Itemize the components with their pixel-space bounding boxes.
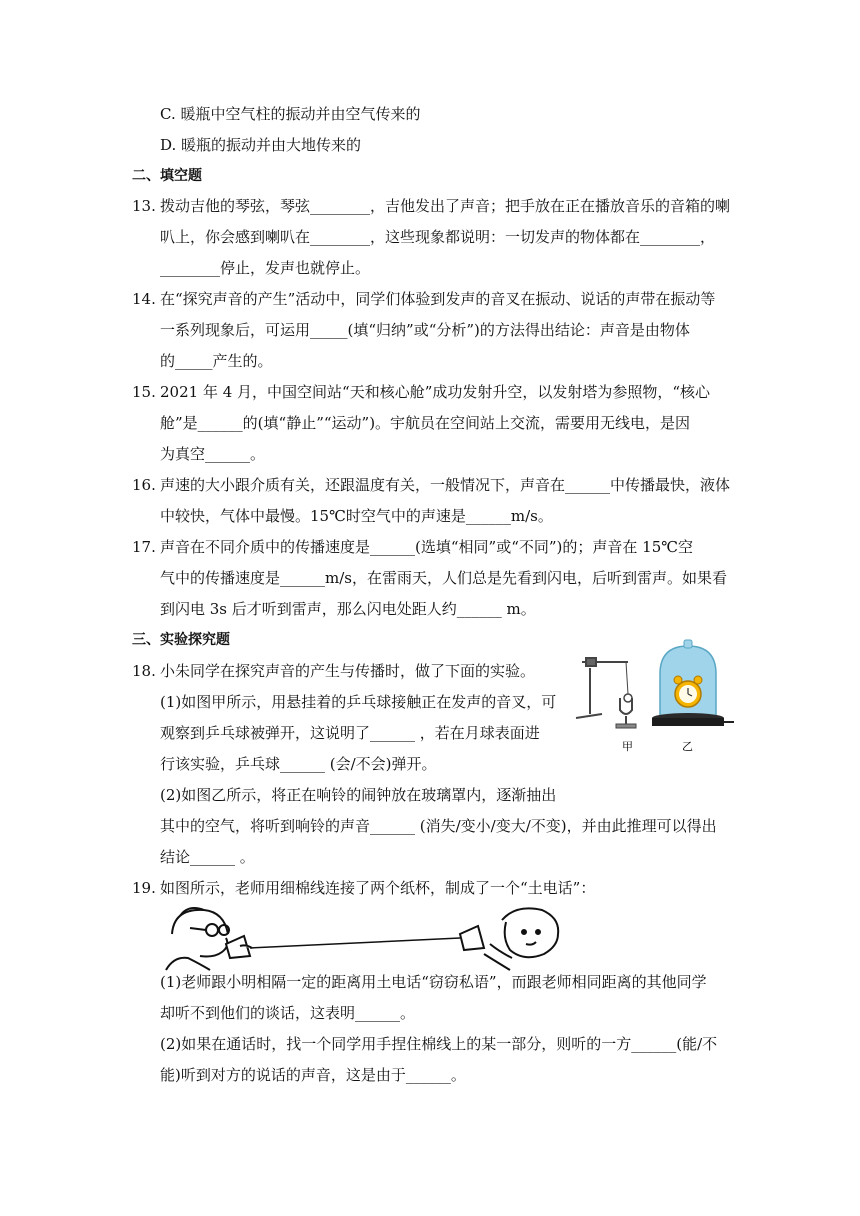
teacher-figure xyxy=(166,908,229,970)
right-paper-cup xyxy=(460,926,484,950)
question-13-line-2: 叭上，你会感到喇叭在________，这些现象都说明：一切发声的物体都在________， xyxy=(160,228,716,246)
question-18-number: 18. xyxy=(132,662,156,680)
sound-experiment-figure xyxy=(568,638,738,758)
question-13-line-3: ________停止，发声也就停止。 xyxy=(160,259,371,277)
question-18-line-6: 其中的空气，将听到响铃的声音______ (消失/变小/变大/不变)，并由此推理可以得出 xyxy=(160,817,717,835)
question-16-number: 16. xyxy=(132,476,156,494)
question-17-line-2: 气中的传播速度是______m/s，在雷雨天，人们总是先看到闪电，后听到雷声。如果看 xyxy=(160,569,727,587)
question-15-line-1: 2021 年 4 月，中国空间站“天和核心舱”成功发射升空，以发射塔为参照物，“核心 xyxy=(160,383,711,401)
question-18-line-1: 小朱同学在探究声音的产生与传播时，做了下面的实验。 xyxy=(160,662,536,680)
question-19-number: 19. xyxy=(132,879,156,897)
question-16-line-2: 中较快，气体中最慢。15℃时空气中的声速是______m/s。 xyxy=(160,507,553,525)
left-paper-cup xyxy=(226,936,252,958)
question-13-line-1: 拨动吉他的琴弦，琴弦________，吉他发出了声音；把手放在正在播放音乐的音箱的喇 xyxy=(160,197,731,215)
section-experiment-heading: 三、实验探究题 xyxy=(132,632,230,648)
question-19-line-5: 能)听到对方的说话的声音，这是由于______。 xyxy=(160,1066,466,1084)
question-17-line-1: 声音在不同介质中的传播速度是______(选填“相同”或“不同”)的；声音在 15℃空 xyxy=(160,538,694,556)
question-19-line-2: (1)老师跟小明相隔一定的距离用土电话“窃窃私语”，而跟老师相同距离的其他同学 xyxy=(160,973,707,991)
question-14-line-2: 一系列现象后，可运用_____(填“归纳”或“分析”)的方法得出结论：声音是由物体 xyxy=(160,321,690,339)
bell-jar-apparatus xyxy=(652,640,734,726)
question-18-line-7: 结论______ 。 xyxy=(160,848,255,866)
question-19-line-4: (2)如果在通话时，找一个同学用手捏住棉线上的某一部分，则听的一方______(能/不 xyxy=(160,1035,718,1053)
question-14-line-3: 的_____产生的。 xyxy=(160,352,273,370)
question-14-number: 14. xyxy=(132,290,156,308)
question-14-line-1: 在“探究声音的产生”活动中，同学们体验到发声的音叉在振动、说话的声带在振动等 xyxy=(160,290,716,308)
question-18-line-4: 行该实验，乒乓球______ (会/不会)弹开。 xyxy=(160,755,437,773)
figure-caption-left: 甲 xyxy=(622,741,633,753)
question-13-number: 13. xyxy=(132,197,156,215)
student-figure xyxy=(484,908,558,970)
question-19-line-1: 如图所示，老师用细棉线连接了两个纸杯，制成了一个“土电话”： xyxy=(160,879,596,897)
question-18-line-5: (2)如图乙所示，将正在响铃的闹钟放在玻璃罩内，逐渐抽出 xyxy=(160,786,557,804)
question-18-line-2: (1)如图甲所示，用悬挂着的乒乓球接触正在发声的音叉，可 xyxy=(160,693,557,711)
question-15-line-3: 为真空______。 xyxy=(160,445,266,463)
string-telephone-figure xyxy=(160,904,580,974)
question-15-number: 15. xyxy=(132,383,156,401)
question-19-line-3: 却听不到他们的谈话，这表明______。 xyxy=(160,1004,416,1022)
question-17-number: 17. xyxy=(132,538,156,556)
figure-caption-right: 乙 xyxy=(682,741,693,753)
section-fill-blank-heading: 二、填空题 xyxy=(132,168,202,184)
option-d: D. 暖瓶的振动并由大地传来的 xyxy=(160,136,362,154)
question-17-line-3: 到闪电 3s 后才听到雷声，那么闪电处距人约______ m。 xyxy=(160,600,536,618)
cotton-string xyxy=(250,938,460,948)
tuning-fork-apparatus xyxy=(576,658,636,728)
option-c: C. 暖瓶中空气柱的振动并由空气传来的 xyxy=(160,105,421,123)
question-16-line-1: 声速的大小跟介质有关，还跟温度有关，一般情况下，声音在______中传播最快，液体 xyxy=(160,476,731,494)
question-18-line-3: 观察到乒乓球被弹开，这说明了______ ，若在月球表面进 xyxy=(160,724,540,742)
question-15-line-2: 舱”是______的(填“静止”“运动”)。宇航员在空间站上交流，需要用无线电，是因 xyxy=(160,414,691,432)
